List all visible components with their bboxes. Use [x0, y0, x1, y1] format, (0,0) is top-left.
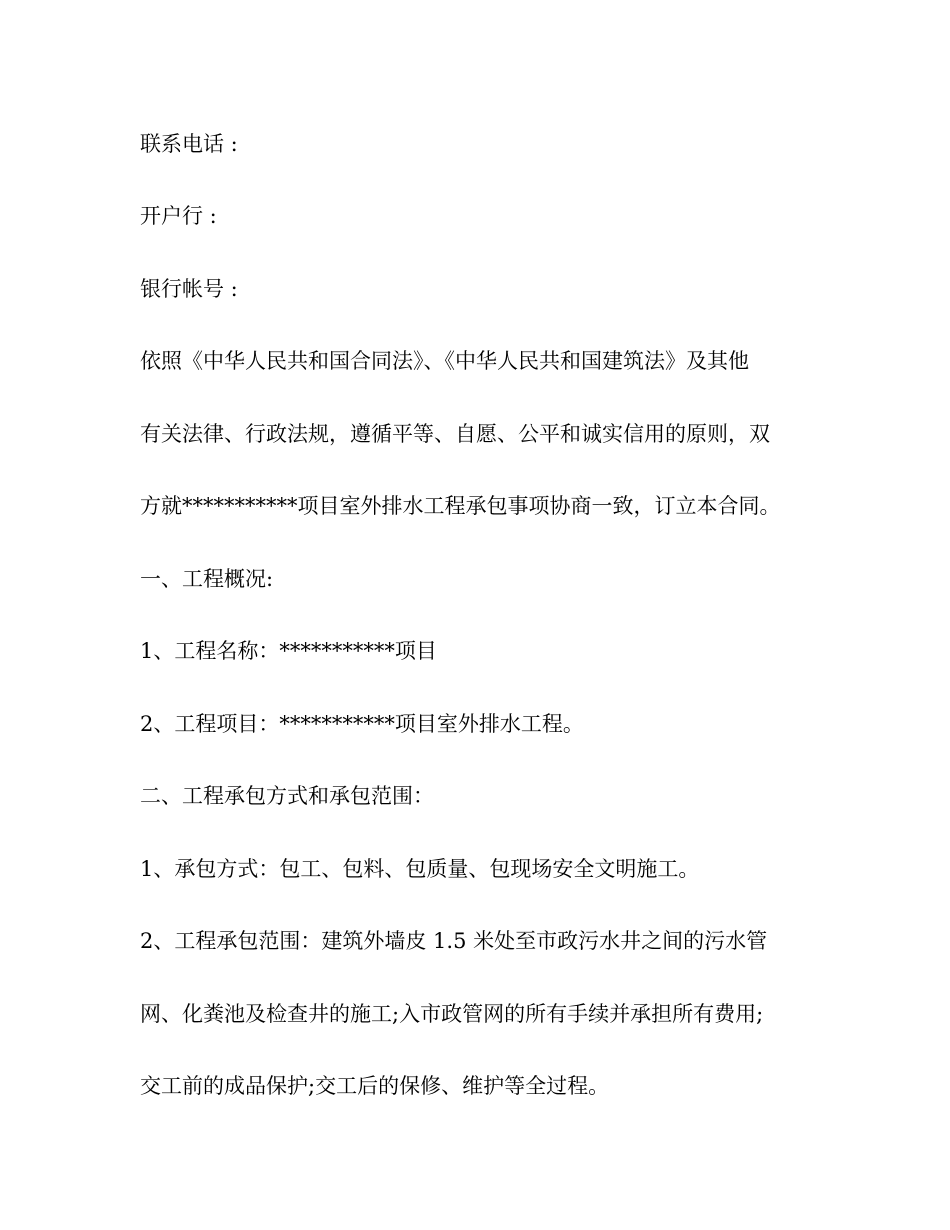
list-item: 2、工程承包范围：建筑外墙皮 1.5 米处至市政污水井之间的污水管 [140, 929, 768, 953]
list-item: 2、工程项目：***********项目室外排水工程。 [140, 712, 584, 736]
contact-phone-label: 联系电话 : [140, 132, 238, 156]
section-heading: 二、工程承包方式和承包范围： [140, 784, 434, 808]
paragraph-line: 方就***********项目室外排水工程承包事项协商一致，订立本合同。 [140, 494, 781, 518]
bank-name-label: 开户行 : [140, 204, 217, 228]
list-item: 1、承包方式：包工、包料、包质量、包现场安全文明施工。 [140, 857, 700, 881]
paragraph-line: 有关法律、行政法规，遵循平等、自愿、公平和诚实信用的原则，双 [140, 422, 770, 446]
paragraph-line: 交工前的成品保护;交工后的保修、维护等全过程。 [140, 1074, 610, 1098]
paragraph-line: 依照《中华人民共和国合同法》、《中华人民共和国建筑法》及其他 [140, 349, 749, 373]
list-item: 1、工程名称：***********项目 [140, 639, 437, 663]
bank-account-label: 银行帐号 : [140, 277, 238, 301]
paragraph-line: 网、化粪池及检查井的施工;入市政管网的所有手续并承担所有费用; [140, 1002, 764, 1026]
section-heading: 一、工程概况: [140, 567, 274, 591]
